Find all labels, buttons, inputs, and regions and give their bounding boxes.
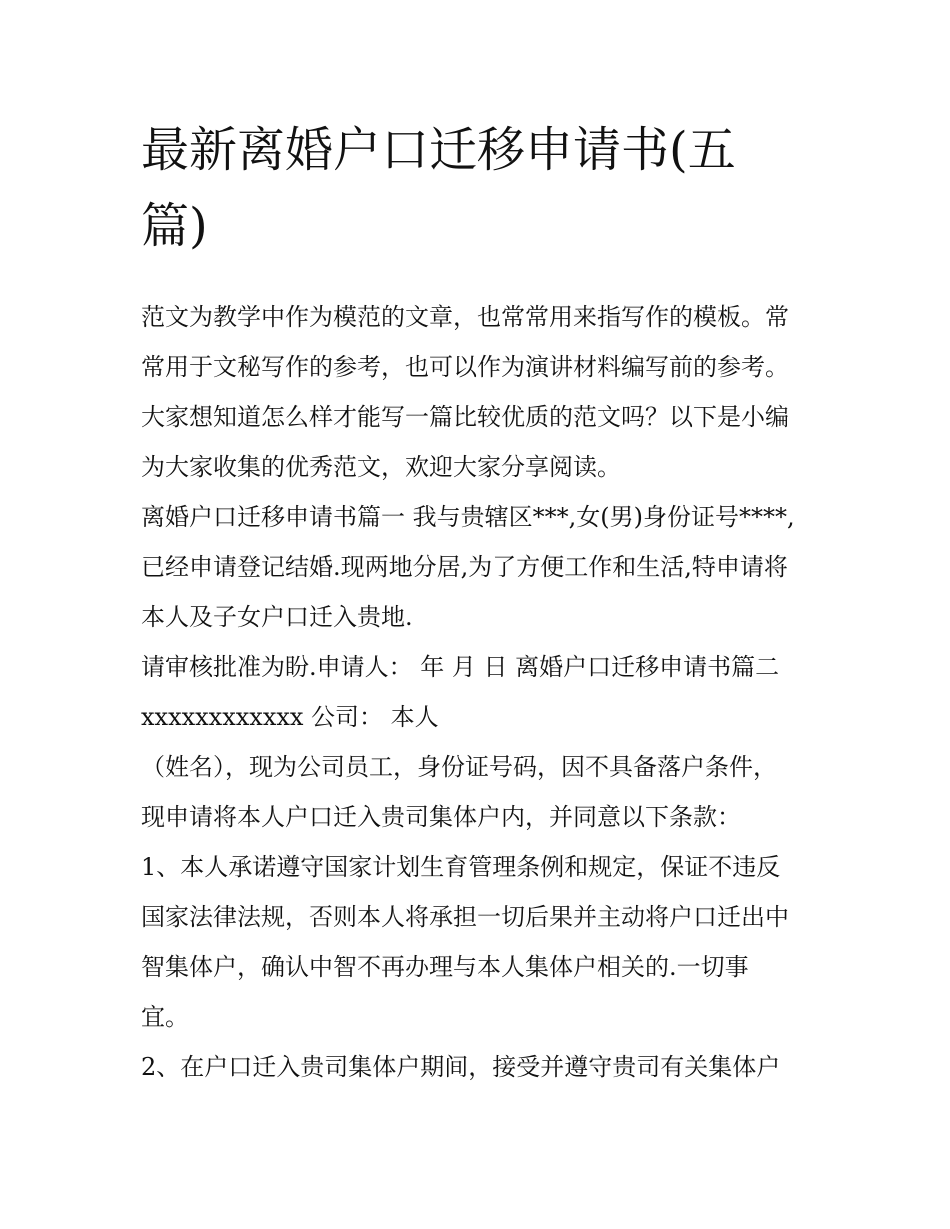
text-line: 智集体户，确认中智不再办理与本人集体户相关的.一切事 (141, 953, 749, 981)
title-line: 最新离婚户口迁移申请书(五 (141, 122, 736, 178)
text-line: 为大家收集的优秀范文，欢迎大家分享阅读。 (141, 453, 621, 481)
text-line: xxxxxxxxxxxx 公司： 本人 (141, 703, 439, 731)
text-line: 本人及子女户口迁入贵地. (141, 603, 413, 631)
text-line: 2、在户口迁入贵司集体户期间，接受并遵守贵司有关集体户 (141, 1053, 781, 1081)
text-line: 现申请将本人户口迁入贵司集体户内，并同意以下条款： (141, 803, 741, 831)
text-line: 请审核批准为盼.申请人： 年 月 日 离婚户口迁移申请书篇二 (141, 653, 780, 681)
document-page (141, 112, 821, 1092)
text-line: 常用于文秘写作的参考，也可以作为演讲材料编写前的参考。 (141, 353, 789, 381)
text-line: 1、本人承诺遵守国家计划生育管理条例和规定，保证不违反 (141, 853, 781, 881)
document-title (141, 112, 781, 264)
text-line: （姓名），现为公司员工，身份证号码，因不具备落户条件， (141, 753, 777, 781)
title-line: 篇) (141, 198, 208, 254)
text-line: 宜。 (141, 1003, 189, 1031)
text-line: 范文为教学中作为模范的文章，也常常用来指写作的模板。常 (141, 303, 789, 331)
document-body (141, 292, 821, 1092)
text-line: 大家想知道怎么样才能写一篇比较优质的范文吗？以下是小编 (141, 403, 789, 431)
text-line: 离婚户口迁移申请书篇一 我与贵辖区***,女(男)身份证号****, (141, 503, 795, 531)
text-line: 国家法律法规，否则本人将承担一切后果并主动将户口迁出中 (141, 903, 789, 931)
text-line: 已经申请登记结婚.现两地分居,为了方便工作和生活,特申请将 (141, 553, 788, 581)
